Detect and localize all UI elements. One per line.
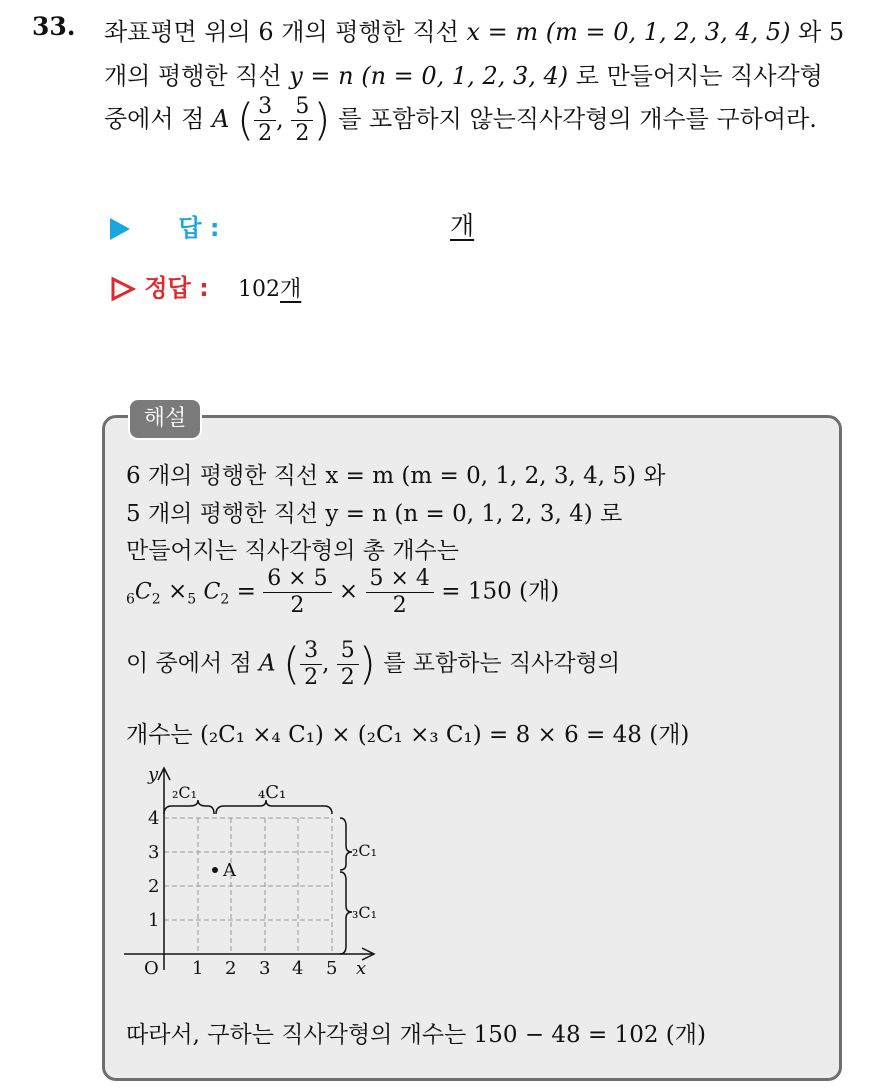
y-axis-label: y — [148, 764, 159, 785]
x-axis-label: x — [356, 958, 367, 979]
correct-answer-label: 정답 : — [144, 274, 209, 302]
explanation-combination-formula: $_6C_2 \times_5$ $C_2$ = $\frac{6 \times 5}{2}$ × $\frac{5 \times 4}{2}$ = 150 (개) — [126, 566, 560, 618]
grid-diagram — [120, 760, 390, 980]
brace-label-top-left: ₂C₁ — [172, 783, 198, 802]
explanation-line-6: 개수는 (₂C₁ ×₄ C₁) × (₂C₁ ×₃ C₁) = 8 × 6 = 48 (개) — [126, 722, 690, 748]
outline-triangle-icon — [110, 276, 136, 302]
point-a-marker — [212, 867, 218, 873]
explanation-tag: 해설 — [128, 398, 202, 440]
explanation-line-5: 이 중에서 점 A ( $\frac{3}{2}$ , $\frac{5}{2}$ ) 를 포함하는 직사각형의 — [126, 638, 621, 690]
problem-number: 33. — [32, 12, 76, 41]
origin-label: O — [144, 958, 159, 979]
answer-unit[interactable]: 개 — [450, 211, 475, 240]
y-tick-2: 2 — [148, 876, 160, 897]
point-a-label: A — [223, 860, 236, 881]
y-tick-1: 1 — [148, 910, 160, 931]
explanation-line-2: 5 개의 평행한 직선 y = n (n = 0, 1, 2, 3, 4) 로 — [126, 501, 623, 527]
x-tick-3: 3 — [259, 958, 271, 979]
problem-line-3: 중에서 점 A ( $\frac{3}{2}$ , $\frac{5}{2}$ ) 를 포함하지 않는직사각형의 개수를 구하여라. — [104, 94, 817, 146]
fraction-3-2: $\frac{3}{2}$ — [254, 96, 276, 145]
x-tick-4: 4 — [292, 958, 304, 979]
x-tick-5: 5 — [326, 958, 338, 979]
brace-label-right-top: ₂C₁ — [352, 841, 378, 860]
answer-label: 답 : — [178, 214, 220, 242]
y-tick-4: 4 — [148, 808, 160, 829]
x-tick-1: 1 — [192, 958, 204, 979]
brace-label-right-bottom: ₃C₁ — [352, 903, 378, 922]
x-tick-2: 2 — [225, 958, 237, 979]
problem-line-2: 개의 평행한 직선 y = n (n = 0, 1, 2, 3, 4) 로 만들어지는 직사각형 — [104, 62, 823, 90]
brace-label-top-right: ₄C₁ — [258, 782, 287, 803]
correct-answer-line — [110, 268, 209, 303]
fraction-5-2: $\frac{5}{2}$ — [291, 96, 313, 145]
y-tick-3: 3 — [148, 842, 160, 863]
explanation-line-3: 만들어지는 직사각형의 총 개수는 — [126, 538, 459, 564]
correct-answer-value: 102개 — [238, 277, 302, 302]
explanation-conclusion: 따라서, 구하는 직사각형의 개수는 150 − 48 = 102 (개) — [126, 1022, 706, 1048]
play-triangle-icon — [110, 218, 130, 240]
answer-line — [110, 208, 220, 243]
explanation-line-1: 6 개의 평행한 직선 x = m (m = 0, 1, 2, 3, 4, 5) 와 — [126, 463, 666, 489]
problem-line-1: 좌표평면 위의 6 개의 평행한 직선 x = m (m = 0, 1, 2, 3, 4, 5) 와 5 — [104, 18, 845, 46]
